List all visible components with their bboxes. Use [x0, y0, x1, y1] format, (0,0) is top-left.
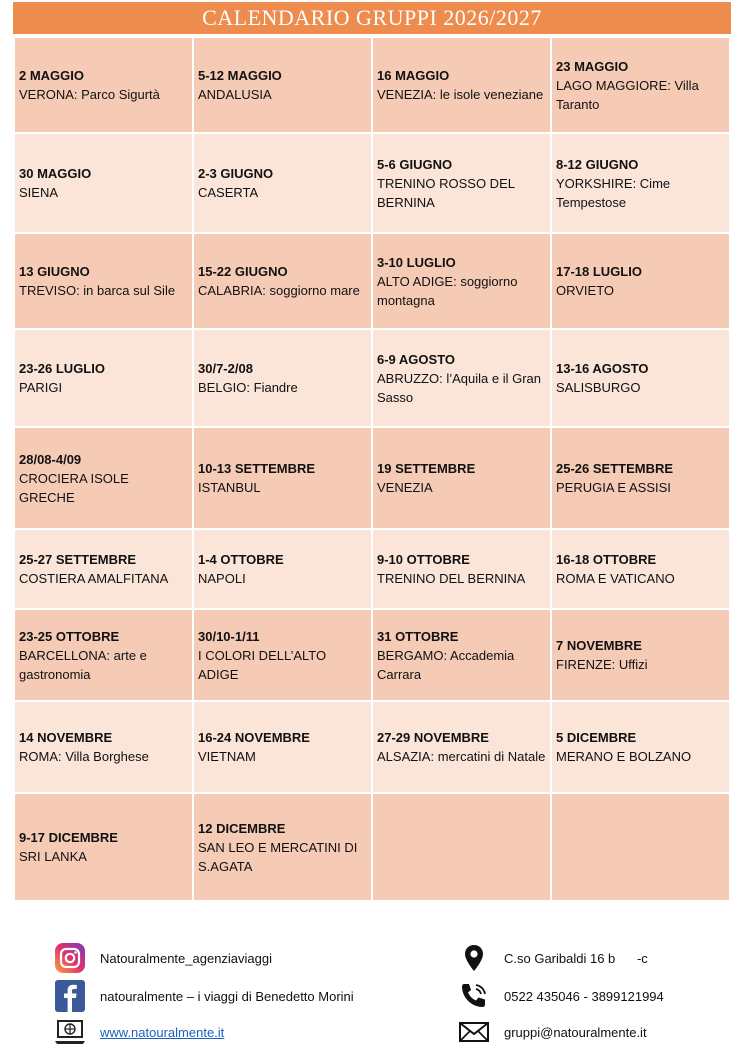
event-date: 12 DICEMBRE: [198, 820, 286, 836]
calendar-row: [14, 609, 730, 701]
event-cell: [14, 793, 193, 901]
event-date: 17-18 LUGLIO: [556, 264, 642, 279]
event-destination: ALSAZIA: mercatini di Natale: [377, 749, 546, 764]
event-destination: TRENINO ROSSO DEL BERNINA: [377, 175, 515, 210]
event-destination: YORKSHIRE: Cime Tempestose: [556, 175, 671, 210]
event-cell: [372, 529, 551, 609]
event-destination: ROMA E VATICANO: [556, 571, 675, 586]
event-cell: [551, 701, 730, 793]
event-cell: [193, 233, 372, 329]
event-destination: ANDALUSIA: [198, 87, 272, 102]
event-cell: [551, 793, 730, 901]
event-cell: [193, 427, 372, 529]
event-destination: ORVIETO: [556, 283, 615, 298]
event-cell: [193, 133, 372, 233]
event-date: 5 DICEMBRE: [556, 730, 637, 745]
event-date: 31 OTTOBRE: [377, 628, 459, 644]
event-date: 25-27 SETTEMBRE: [19, 552, 137, 567]
event-cell: [551, 329, 730, 427]
event-cell: [14, 529, 193, 609]
event-destination: I COLORI DELL’ALTO ADIGE: [198, 647, 327, 682]
website-item[interactable]: [52, 1016, 224, 1048]
page-title: CALENDARIO GRUPPI 2026/2027: [202, 5, 542, 30]
instagram-item[interactable]: [52, 942, 272, 974]
facebook-text: natouralmente – i viaggi di Benedetto Morini: [100, 988, 354, 1004]
event-date: 7 NOVEMBRE: [556, 638, 642, 653]
event-cell: [14, 329, 193, 427]
event-destination: TRENINO DEL BERNINA: [377, 571, 526, 586]
event-date: 25-26 SETTEMBRE: [556, 461, 674, 476]
event-date: 5-6 GIUGNO: [377, 156, 453, 172]
event-date: 2 MAGGIO: [19, 68, 85, 83]
event-cell: [193, 529, 372, 609]
event-destination: VENEZIA: [377, 480, 433, 495]
event-date: 8-12 GIUGNO: [556, 156, 639, 172]
event-cell: [372, 427, 551, 529]
event-date: 13-16 AGOSTO: [556, 361, 649, 376]
event-date: 15-22 GIUGNO: [198, 264, 288, 279]
event-destination: BERGAMO: Accademia Carrara: [377, 647, 515, 682]
event-cell: [372, 133, 551, 233]
event-cell: [551, 133, 730, 233]
event-cell: [193, 609, 372, 701]
event-destination: ALTO ADIGE: soggiorno montagna: [377, 273, 518, 308]
event-date: 10-13 SETTEMBRE: [198, 461, 316, 476]
event-destination: TREVISO: in barca sul Sile: [19, 283, 176, 298]
event-destination: PARIGI: [19, 380, 63, 395]
event-destination: FIRENZE: Uffizi: [556, 657, 648, 672]
event-destination: BARCELLONA: arte e gastronomia: [19, 647, 147, 682]
calendar-row: [14, 37, 730, 133]
event-cell: [372, 609, 551, 701]
event-date: 16-18 OTTOBRE: [556, 552, 657, 567]
website-icon: [52, 1016, 88, 1048]
event-date: 16-24 NOVEMBRE: [198, 730, 310, 745]
event-date: 30/7-2/08: [198, 361, 253, 376]
event-destination: MERANO E BOLZANO: [556, 749, 692, 764]
event-date: 23-25 OTTOBRE: [19, 628, 120, 644]
event-cell: [193, 329, 372, 427]
event-date: 3-10 LUGLIO: [377, 254, 456, 270]
event-cell: [193, 793, 372, 901]
event-cell: [14, 609, 193, 701]
event-destination: NAPOLI: [198, 571, 246, 586]
event-date: 19 SETTEMBRE: [377, 461, 476, 476]
email-text: gruppi@natouralmente.it: [504, 1024, 647, 1040]
event-date: 23-26 LUGLIO: [19, 361, 105, 376]
event-cell: [193, 701, 372, 793]
event-cell: [372, 233, 551, 329]
event-cell: [551, 37, 730, 133]
calendar-row: [14, 701, 730, 793]
calendar-row: [14, 427, 730, 529]
event-destination: VENEZIA: le isole veneziane: [377, 87, 544, 102]
event-cell: [372, 793, 551, 901]
event-cell: [551, 529, 730, 609]
facebook-icon: [52, 980, 88, 1012]
address-item: [456, 942, 648, 974]
event-cell: [551, 609, 730, 701]
event-date: 27-29 NOVEMBRE: [377, 730, 489, 745]
instagram-icon: [52, 942, 88, 974]
event-cell: [14, 233, 193, 329]
event-cell: [372, 701, 551, 793]
instagram-text: Natouralmente_agenziaviaggi: [100, 950, 273, 966]
event-cell: [372, 329, 551, 427]
event-date: 14 NOVEMBRE: [19, 730, 113, 745]
event-destination: ISTANBUL: [198, 480, 261, 495]
footer: [0, 940, 744, 1052]
event-date: 9-17 DICEMBRE: [19, 830, 118, 845]
event-date: 5-12 MAGGIO: [198, 68, 282, 83]
calendar-row: [14, 793, 730, 901]
event-destination: SIENA: [19, 185, 59, 200]
event-destination: LAGO MAGGIORE: Villa Taranto: [556, 77, 699, 112]
address-text: C.so Garibaldi 16 b -c: [504, 950, 648, 966]
event-destination: BELGIO: Fiandre: [198, 380, 298, 395]
calendar-table: [13, 36, 731, 902]
event-destination: SRI LANKA: [19, 849, 87, 864]
event-destination: CALABRIA: soggiorno mare: [198, 283, 360, 298]
event-cell: [193, 37, 372, 133]
event-cell: [14, 133, 193, 233]
event-date: 28/08-4/09: [19, 451, 82, 467]
title-bar: [13, 2, 731, 34]
event-destination: SALISBURGO: [556, 380, 641, 395]
event-date: 30 MAGGIO: [19, 166, 92, 181]
event-cell: [551, 427, 730, 529]
event-destination: ABRUZZO: l’Aquila e il Gran Sasso: [377, 370, 541, 405]
event-cell: [551, 233, 730, 329]
location-pin-icon: [456, 942, 492, 974]
phone-icon: [456, 980, 492, 1012]
event-cell: [14, 37, 193, 133]
envelope-icon: [456, 1016, 492, 1048]
event-destination: COSTIERA AMALFITANA: [19, 571, 169, 586]
event-destination: ROMA: Villa Borghese: [19, 749, 149, 764]
event-date: 13 GIUGNO: [19, 264, 90, 279]
website-link[interactable]: www.natouralmente.it: [100, 1024, 225, 1040]
event-date: 2-3 GIUGNO: [198, 166, 274, 181]
event-destination: CROCIERA ISOLE GRECHE: [19, 470, 129, 505]
event-cell: [14, 701, 193, 793]
event-cell: [14, 427, 193, 529]
email-item[interactable]: [456, 1016, 647, 1048]
event-date: 23 MAGGIO: [556, 58, 629, 74]
event-destination: PERUGIA E ASSISI: [556, 480, 671, 495]
event-destination: SAN LEO E MERCATINI DI S.AGATA: [198, 839, 358, 874]
event-date: 30/10-1/11: [198, 628, 260, 644]
facebook-item[interactable]: [52, 980, 354, 1012]
event-destination: VERONA: Parco Sigurtà: [19, 87, 160, 102]
event-date: 16 MAGGIO: [377, 68, 450, 83]
event-destination: VIETNAM: [198, 749, 256, 764]
event-cell: [372, 37, 551, 133]
calendar-row: [14, 529, 730, 609]
event-destination: CASERTA: [198, 185, 259, 200]
phone-item[interactable]: [456, 980, 664, 1012]
phone-text: 0522 435046 - 3899121994: [504, 988, 664, 1004]
calendar-row: [14, 133, 730, 233]
calendar-row: [14, 329, 730, 427]
event-date: 9-10 OTTOBRE: [377, 552, 470, 567]
calendar-row: [14, 233, 730, 329]
event-date: 6-9 AGOSTO: [377, 351, 456, 367]
event-date: 1-4 OTTOBRE: [198, 552, 284, 567]
